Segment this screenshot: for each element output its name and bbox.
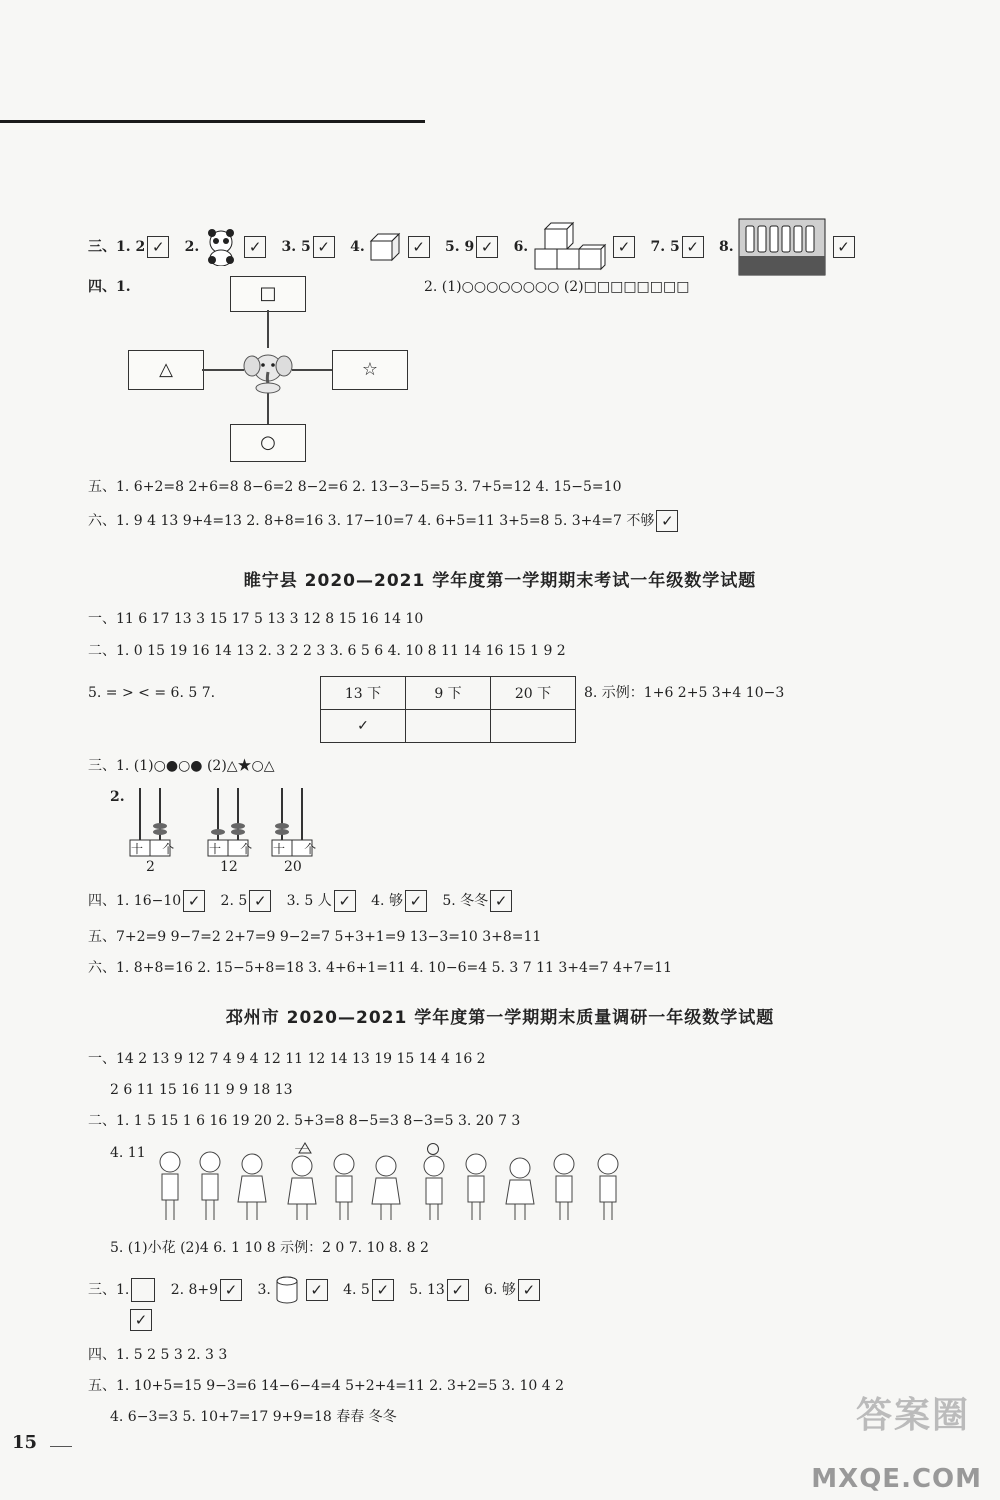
check-box: ✓ [682,236,704,258]
check-box: ✓ [613,236,635,258]
er-row: 二、1. 0 15 19 16 14 13 2. 3 2 2 3 3. 6 5 6 4. 10 8 11 14 16 15 1 9 2 [88,643,566,659]
table-cell: ✓ [321,710,406,743]
check-box: ✓ [656,510,678,532]
table-cell: 13 下 [321,677,406,710]
connector [267,392,269,424]
check-box: ✓ [147,236,169,258]
check-box: ✓ [372,1279,394,1301]
san-8: 8. [719,239,734,255]
check-box: ✓ [244,236,266,258]
san-extra-check [128,1309,154,1331]
check-box: ✓ [405,890,427,912]
check-box: ✓ [408,236,430,258]
table-cell [406,710,491,743]
abacus-icon [738,218,826,276]
wu-row: 五、7+2=9 9−7=2 2+7=9 9−2=7 5+3+1=9 13−3=10 3+8=11 [88,929,542,945]
table-cell [491,710,576,743]
section-title-suining: 睢宁县 2020—2021 学年度第一学期期末考试一年级数学试题 [243,571,757,591]
san-5: 5. 9 [444,239,475,255]
abacus-value: 12 [220,859,238,875]
liu-row [88,510,680,532]
check-box: ✓ [220,1279,242,1301]
abacus-label: 十 个 [273,842,317,856]
wu-row-2: 4. 6−3=3 5. 10+7=17 9+9=18 春春 冬冬 [110,1409,397,1425]
san1-row: 三、1. (1)○●○● (2)△★○△ [88,758,275,774]
si-label: 四、1. [88,279,131,295]
liu-row: 六、1. 8+8=16 2. 15−5+8=18 3. 4+6+1=11 4. 10−6=4 5. 3 7 11 3+4=7 4+7=11 [88,960,673,976]
children-illustration [150,1148,630,1226]
san-2: 2. [184,239,200,255]
wu-row-1: 五、1. 10+5=15 9−3=6 14−6−4=4 5+2+4=11 2. 3+2=5 3. 10 4 2 [88,1378,565,1394]
check-box: ✓ [518,1279,540,1301]
empty-box [131,1278,155,1302]
san-7: 7. 5 [650,239,680,255]
connector [267,310,269,348]
check-box: ✓ [833,236,855,258]
page-rule [50,1446,72,1447]
check-box: ✓ [249,890,271,912]
check-box: ✓ [476,236,498,258]
er5-row: 5. (1)小花 (2)4 6. 1 10 8 示例：2 0 7. 10 8. 8 2 [110,1240,429,1256]
si-2: 2. (1)○○○○○○○○ (2)□□□□□□□□ [424,279,690,295]
yi-row-1: 一、14 2 13 9 12 7 4 9 4 12 11 12 14 13 19 15 14 4 16 2 [88,1051,486,1067]
table-cell: 9 下 [406,677,491,710]
circle-marker-icon [426,1142,440,1156]
page-number: 15 [12,1432,38,1453]
abacus-value: 20 [284,859,302,875]
cube-icon [369,232,401,262]
er5-row: 5. = > < = 6. 5 7. [88,685,216,701]
diagram-bottom-box: ○ [230,424,306,462]
yi-row: 一、11 6 17 13 3 15 17 5 13 3 12 8 15 16 14 10 [88,611,424,627]
check-box: ✓ [313,236,335,258]
liu-text: 六、1. 9 4 13 9+4=13 2. 8+8=16 3. 17−10=7 4. 6+5=11 3+5=8 5. 3+4=7 不够 [88,513,655,529]
check-box: ✓ [130,1309,152,1331]
wu-row: 五、1. 6+2=8 2+6=8 8−6=2 8−2=6 2. 13−3−5=5 3. 7+5=12 4. 15−5=10 [88,479,622,495]
check-box: ✓ [447,1279,469,1301]
table-cell: 20 下 [491,677,576,710]
si-row: 四、1. 5 2 5 3 2. 3 3 [88,1347,228,1363]
diagram-left-box: △ [128,350,204,390]
check-box: ✓ [183,890,205,912]
triangle-marker-icon [298,1142,312,1154]
san-4: 4. [350,239,365,255]
connector [292,369,332,371]
elephant-icon [242,346,294,394]
check-box: ✓ [490,890,512,912]
watermark-text: MXQE.COM [811,1464,982,1494]
er4-label: 4. 11 [110,1145,146,1161]
connector [202,369,244,371]
header-rule [0,120,425,123]
watermark-logo: 答案圈 [855,1395,970,1436]
diagram-top-box: □ [230,276,306,312]
er-row: 二、1. 1 5 15 1 6 16 19 20 2. 5+3=8 8−5=3 8−3=5 3. 20 7 3 [88,1113,521,1129]
abacus-label: 十 个 [209,842,253,856]
er8-row: 8. 示例：1+6 2+5 3+4 10−3 [584,685,785,701]
si-row: 四、1. 16−10 ✓ 2. 5 ✓ 3. 5 人 ✓ 4. 够 ✓ 5. 冬冬 ✓ [88,890,514,912]
answer-table [320,676,576,743]
cylinder-icon [275,1276,299,1304]
san-3: 3. 5 [281,239,311,255]
san-6: 6. [513,239,529,255]
san2-label: 2. [110,789,125,805]
section-title-pizhou: 邳州市 2020—2021 学年度第一学期期末质量调研一年级数学试题 [225,1008,775,1028]
diagram-right-box: ☆ [332,350,408,390]
cube-stack-icon [533,221,607,273]
san-1: 三、1. 2 [88,239,146,255]
abacus-value: 2 [146,859,155,875]
check-box: ✓ [334,890,356,912]
san-row [88,218,857,256]
abacus-label: 十 个 [131,842,175,856]
san-row: 三、1. 2. 8+9 ✓ 3. ✓ 4. 5 ✓ 5. 13 ✓ 6. 够 ✓ [88,1276,542,1298]
check-box: ✓ [306,1279,328,1301]
panda-icon [204,228,238,266]
yi-row-2: 2 6 11 15 16 11 9 9 18 13 [110,1082,293,1098]
